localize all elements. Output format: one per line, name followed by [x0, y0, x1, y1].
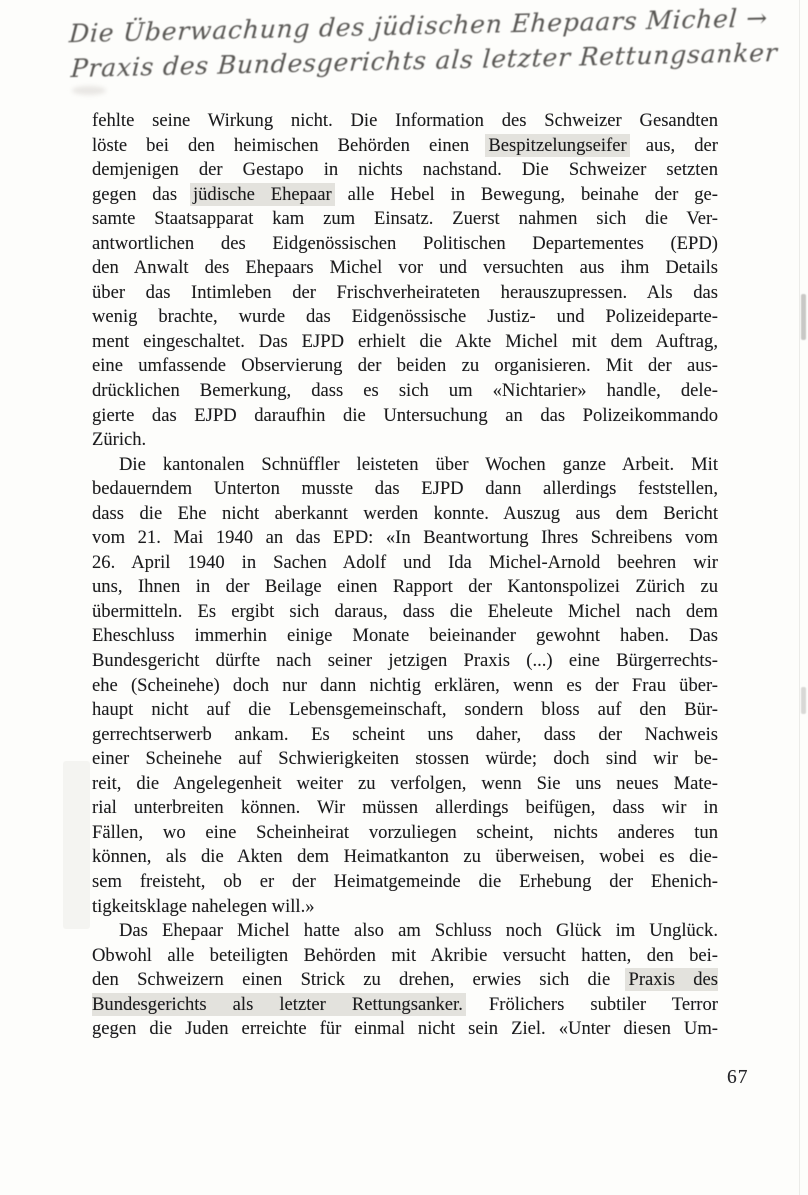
text-segment: über das Intimleben der Frischverheirateten herauszupressen. Als das	[92, 281, 718, 303]
text-line	[92, 379, 718, 404]
page-number: 67	[727, 1067, 749, 1088]
text-line	[92, 919, 718, 944]
text-line	[92, 968, 718, 993]
text-line	[92, 134, 718, 159]
text-segment: vom 21. Mai 1940 an das EPD: «In Beantwortung Ihres Schreibens vom	[92, 527, 718, 549]
text-segment: löste bei den heimischen Behörden einen	[92, 134, 489, 156]
text-line	[92, 109, 718, 134]
text-line	[92, 502, 718, 527]
highlighted-text: Bundesgerichts als letzter Rettungsanker.	[92, 993, 463, 1015]
text-line	[92, 354, 718, 379]
text-line	[92, 158, 718, 183]
text-segment: fehlte seine Wirkung nicht. Die Information des Schweizer Gesandten	[92, 110, 718, 131]
text-segment: den Schweizern einen Strick zu drehen, erwies sich die	[92, 969, 629, 991]
text-segment: drücklichen Bemerkung, dass es sich um «Nichtarier» handle, dele-	[92, 380, 718, 402]
text-line	[92, 895, 718, 920]
text-line	[92, 1017, 718, 1042]
text-line	[92, 821, 718, 846]
text-segment: dass die Ehe nicht aberkannt werden konnte. Auszug aus dem Bericht	[92, 502, 718, 524]
handwritten-line: Praxis des Bundesgerichts als letzter Rettungsanker	[69, 38, 779, 84]
text-line	[92, 870, 718, 895]
text-segment: aus, der	[626, 134, 718, 156]
text-segment: demjenigen der Gestapo in nichts nachstand. Die Schweizer setzten	[92, 159, 718, 181]
text-segment: gierte das EJPD daraufhin die Untersuchung an das Polizeikommando	[92, 404, 718, 426]
text-line	[92, 330, 718, 355]
text-line	[92, 428, 718, 453]
text-segment: 26. April 1940 in Sachen Adolf und Ida Michel-Arnold beehren wir	[92, 551, 718, 573]
text-line	[92, 698, 718, 723]
highlighted-text: Praxis des	[628, 969, 718, 991]
text-segment: ment eingeschaltet. Das EJPD erhielt die Akte Michel mit dem Auftrag,	[92, 330, 718, 352]
scan-smudge	[72, 86, 106, 95]
text-segment: rial unterbreiten können. Wir müssen allerdings beifügen, dass wir in	[92, 797, 718, 819]
text-segment: samte Staatsapparat kam zum Einsatz. Zuerst nahmen sich die Ver-	[92, 208, 718, 230]
text-segment: Das Ehepaar Michel hatte also am Schluss noch Glück im Unglück.	[119, 920, 718, 942]
text-segment: tigkeitsklage nahelegen will.»	[92, 895, 315, 917]
text-segment: wenig brachte, wurde das Eidgenössische Justiz- und Polizeideparte-	[92, 306, 718, 328]
text-line	[92, 281, 718, 306]
highlighted-text: Bespitzelungseifer	[488, 134, 627, 156]
text-segment: Bundesgericht dürfte nach seiner jetzigen Praxis (...) eine Bürgerrechts-	[92, 650, 718, 672]
text-line	[92, 453, 718, 478]
text-segment: haupt nicht auf die Lebensgemeinschaft, sondern bloss auf den Bür-	[92, 699, 718, 721]
text-segment: reit, die Angelegenheit weiter zu verfolgen, wenn Sie uns neues Mate-	[92, 772, 718, 794]
text-line	[92, 526, 718, 551]
text-line	[92, 207, 718, 232]
text-block	[92, 109, 718, 1042]
scan-margin-smudge	[63, 761, 90, 929]
text-line	[92, 747, 718, 772]
text-line	[92, 944, 718, 969]
text-line	[92, 845, 718, 870]
text-segment: ehe (Scheinehe) doch nur dann nichtig erklären, wenn es der Frau über-	[92, 674, 718, 696]
text-segment: Die kantonalen Schnüffler leisteten über Wochen ganze Arbeit. Mit	[119, 453, 718, 475]
text-segment: übermitteln. Es ergibt sich daraus, dass die Eheleute Michel nach dem	[92, 600, 718, 622]
text-segment: gegen das	[92, 183, 193, 205]
text-line	[92, 256, 718, 281]
text-segment: Zürich.	[92, 429, 147, 451]
handwritten-line: Die Überwachung des jüdischen Ehepaars Michel →	[68, 3, 769, 49]
text-segment: eine umfassende Observierung der beiden zu organisieren. Mit der aus-	[92, 355, 718, 377]
text-segment: können, als die Akten dem Heimatkanton zu überweisen, wobei es die-	[92, 846, 718, 868]
text-segment: gerrechtserwerb ankam. Es scheint uns daher, dass der Nachweis	[92, 723, 718, 745]
text-line	[92, 772, 718, 797]
text-segment: einer Scheinehe auf Schwierigkeiten stossen würde; doch sind wir be-	[92, 748, 718, 770]
text-line	[92, 674, 718, 699]
text-segment: antwortlichen des Eidgenössischen Politischen Departementes (EPD)	[92, 232, 718, 254]
text-segment: Frölichers subtiler Terror	[462, 993, 718, 1015]
highlighted-text: jüdische Ehepaar	[192, 183, 332, 205]
text-segment: Fällen, wo eine Scheinheirat vorzuliegen scheint, nichts anderes tun	[92, 821, 718, 843]
text-line	[92, 477, 718, 502]
text-line	[92, 796, 718, 821]
handwritten-annotation	[66, 3, 779, 87]
text-line	[92, 404, 718, 429]
text-line	[92, 649, 718, 674]
scan-edge-line	[799, 0, 800, 1195]
text-line	[92, 993, 718, 1018]
text-line	[92, 232, 718, 257]
text-segment: alle Hebel in Bewegung, beinahe der ge-	[331, 183, 718, 205]
text-line	[92, 624, 718, 649]
text-line	[92, 600, 718, 625]
scan-edge-mark	[801, 687, 806, 714]
text-segment: Obwohl alle beteiligten Behörden mit Akribie versucht hatten, den bei-	[92, 944, 718, 966]
text-line	[92, 305, 718, 330]
text-segment: sem freisteht, ob er der Heimatgemeinde die Erhebung der Ehenich-	[92, 870, 718, 892]
text-line	[92, 575, 718, 600]
text-segment: Eheschluss immerhin einige Monate beieinander gewohnt haben. Das	[92, 625, 718, 647]
scan-edge-mark	[801, 294, 806, 340]
text-line	[92, 551, 718, 576]
text-segment: den Anwalt des Ehepaars Michel vor und versuchten aus ihm Details	[92, 257, 718, 279]
text-segment: gegen die Juden erreichte für einmal nicht sein Ziel. «Unter diesen Um-	[92, 1018, 718, 1040]
text-segment: bedauerndem Unterton musste das EJPD dann allerdings feststellen,	[92, 478, 718, 500]
text-line	[92, 723, 718, 748]
text-line	[92, 183, 718, 208]
text-segment: uns, Ihnen in der Beilage einen Rapport der Kantonspolizei Zürich zu	[92, 576, 718, 598]
